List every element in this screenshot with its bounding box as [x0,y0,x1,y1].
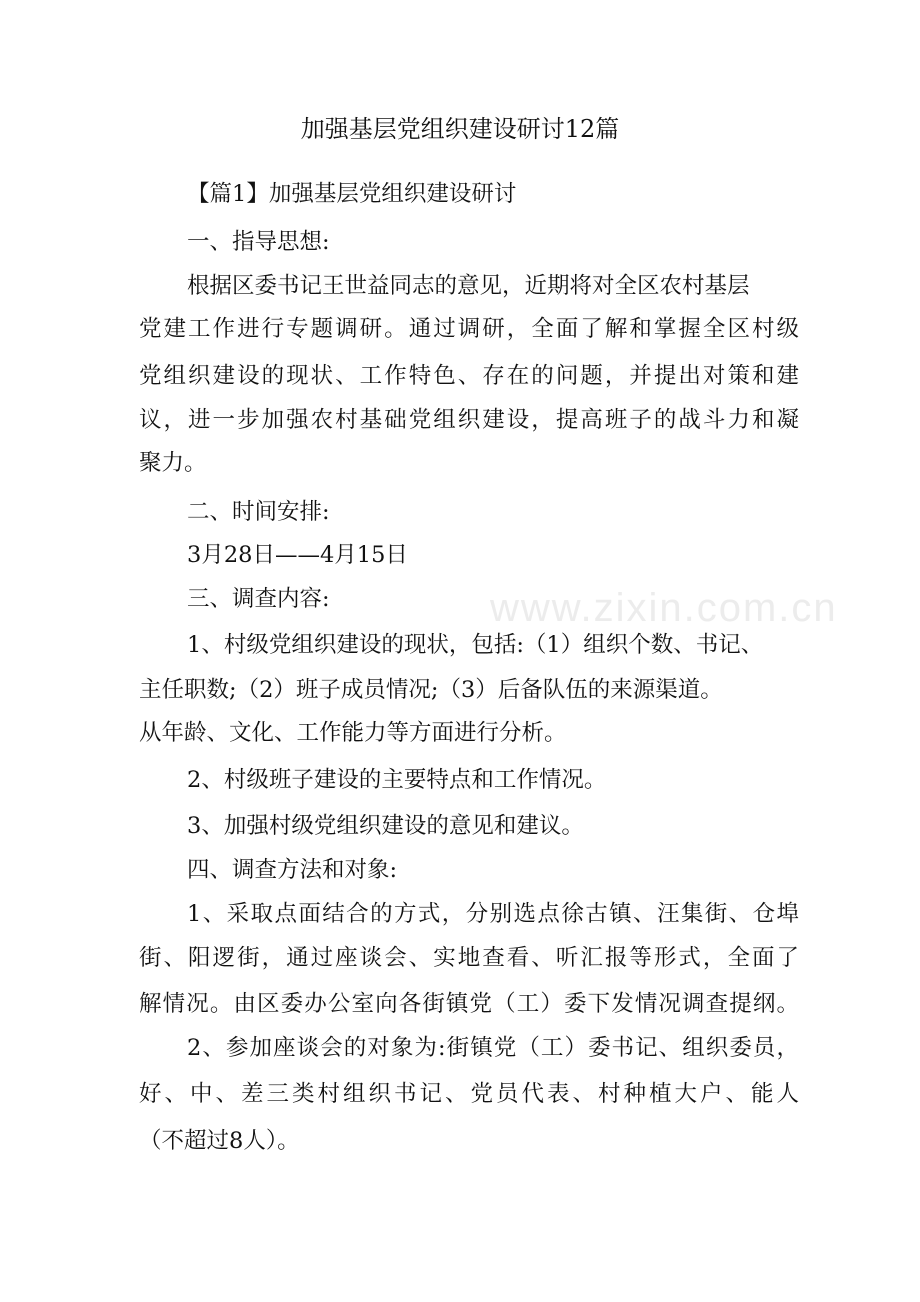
document-title: 加强基层党组织建设研讨12篇 [300,115,620,143]
paragraph-line: 2、参加座谈会的对象为:街镇党（工）委书记、组织委员， [187,1035,799,1061]
paragraph-line: 好、中、差三类村组织书记、党员代表、村种植大户、能人 [139,1081,799,1107]
subheading: 三、调查内容: [187,586,330,612]
subheading: 四、调查方法和对象: [187,857,398,883]
paragraph-line: 主任职数;（2）班子成员情况;（3）后备队伍的来源渠道。 [139,677,723,703]
paragraph-line: 议，进一步加强农村基础党组织建设，提高班子的战斗力和凝 [139,407,799,433]
paragraph-line: 街、阳逻街，通过座谈会、实地查看、听汇报等形式，全面了 [139,945,799,971]
paragraph-line: 党组织建设的现状、工作特色、存在的问题，并提出对策和建 [139,363,799,389]
section-heading: 【篇1】加强基层党组织建设研讨 [187,181,517,207]
paragraph-line: 聚力。 [139,450,207,476]
watermark: www.zixin.com.cn [490,586,838,630]
paragraph-line: 党建工作进行专题调研。通过调研，全面了解和掌握全区村级 [139,316,799,342]
paragraph-line: （不超过8人）。 [139,1128,300,1154]
paragraph-line: 从年龄、文化、工作能力等方面进行分析。 [139,720,567,746]
paragraph-line: 根据区委书记王世益同志的意见，近期将对全区农村基层 [187,273,750,299]
subheading: 二、时间安排: [187,499,330,525]
paragraph-line: 3、加强村级党组织建设的意见和建议。 [187,813,584,839]
paragraph-line: 1、采取点面结合的方式，分别选点徐古镇、汪集街、仓埠 [187,901,799,927]
paragraph-line: 解情况。由区委办公室向各街镇党（工）委下发情况调查提纲。 [139,991,799,1017]
paragraph-line: 1、村级党组织建设的现状，包括:（1）组织个数、书记、 [187,632,764,658]
subheading: 一、指导思想: [187,229,330,255]
paragraph-line: 2、村级班子建设的主要特点和工作情况。 [187,767,607,793]
paragraph-line: 3月28日——4月15日 [187,542,408,568]
